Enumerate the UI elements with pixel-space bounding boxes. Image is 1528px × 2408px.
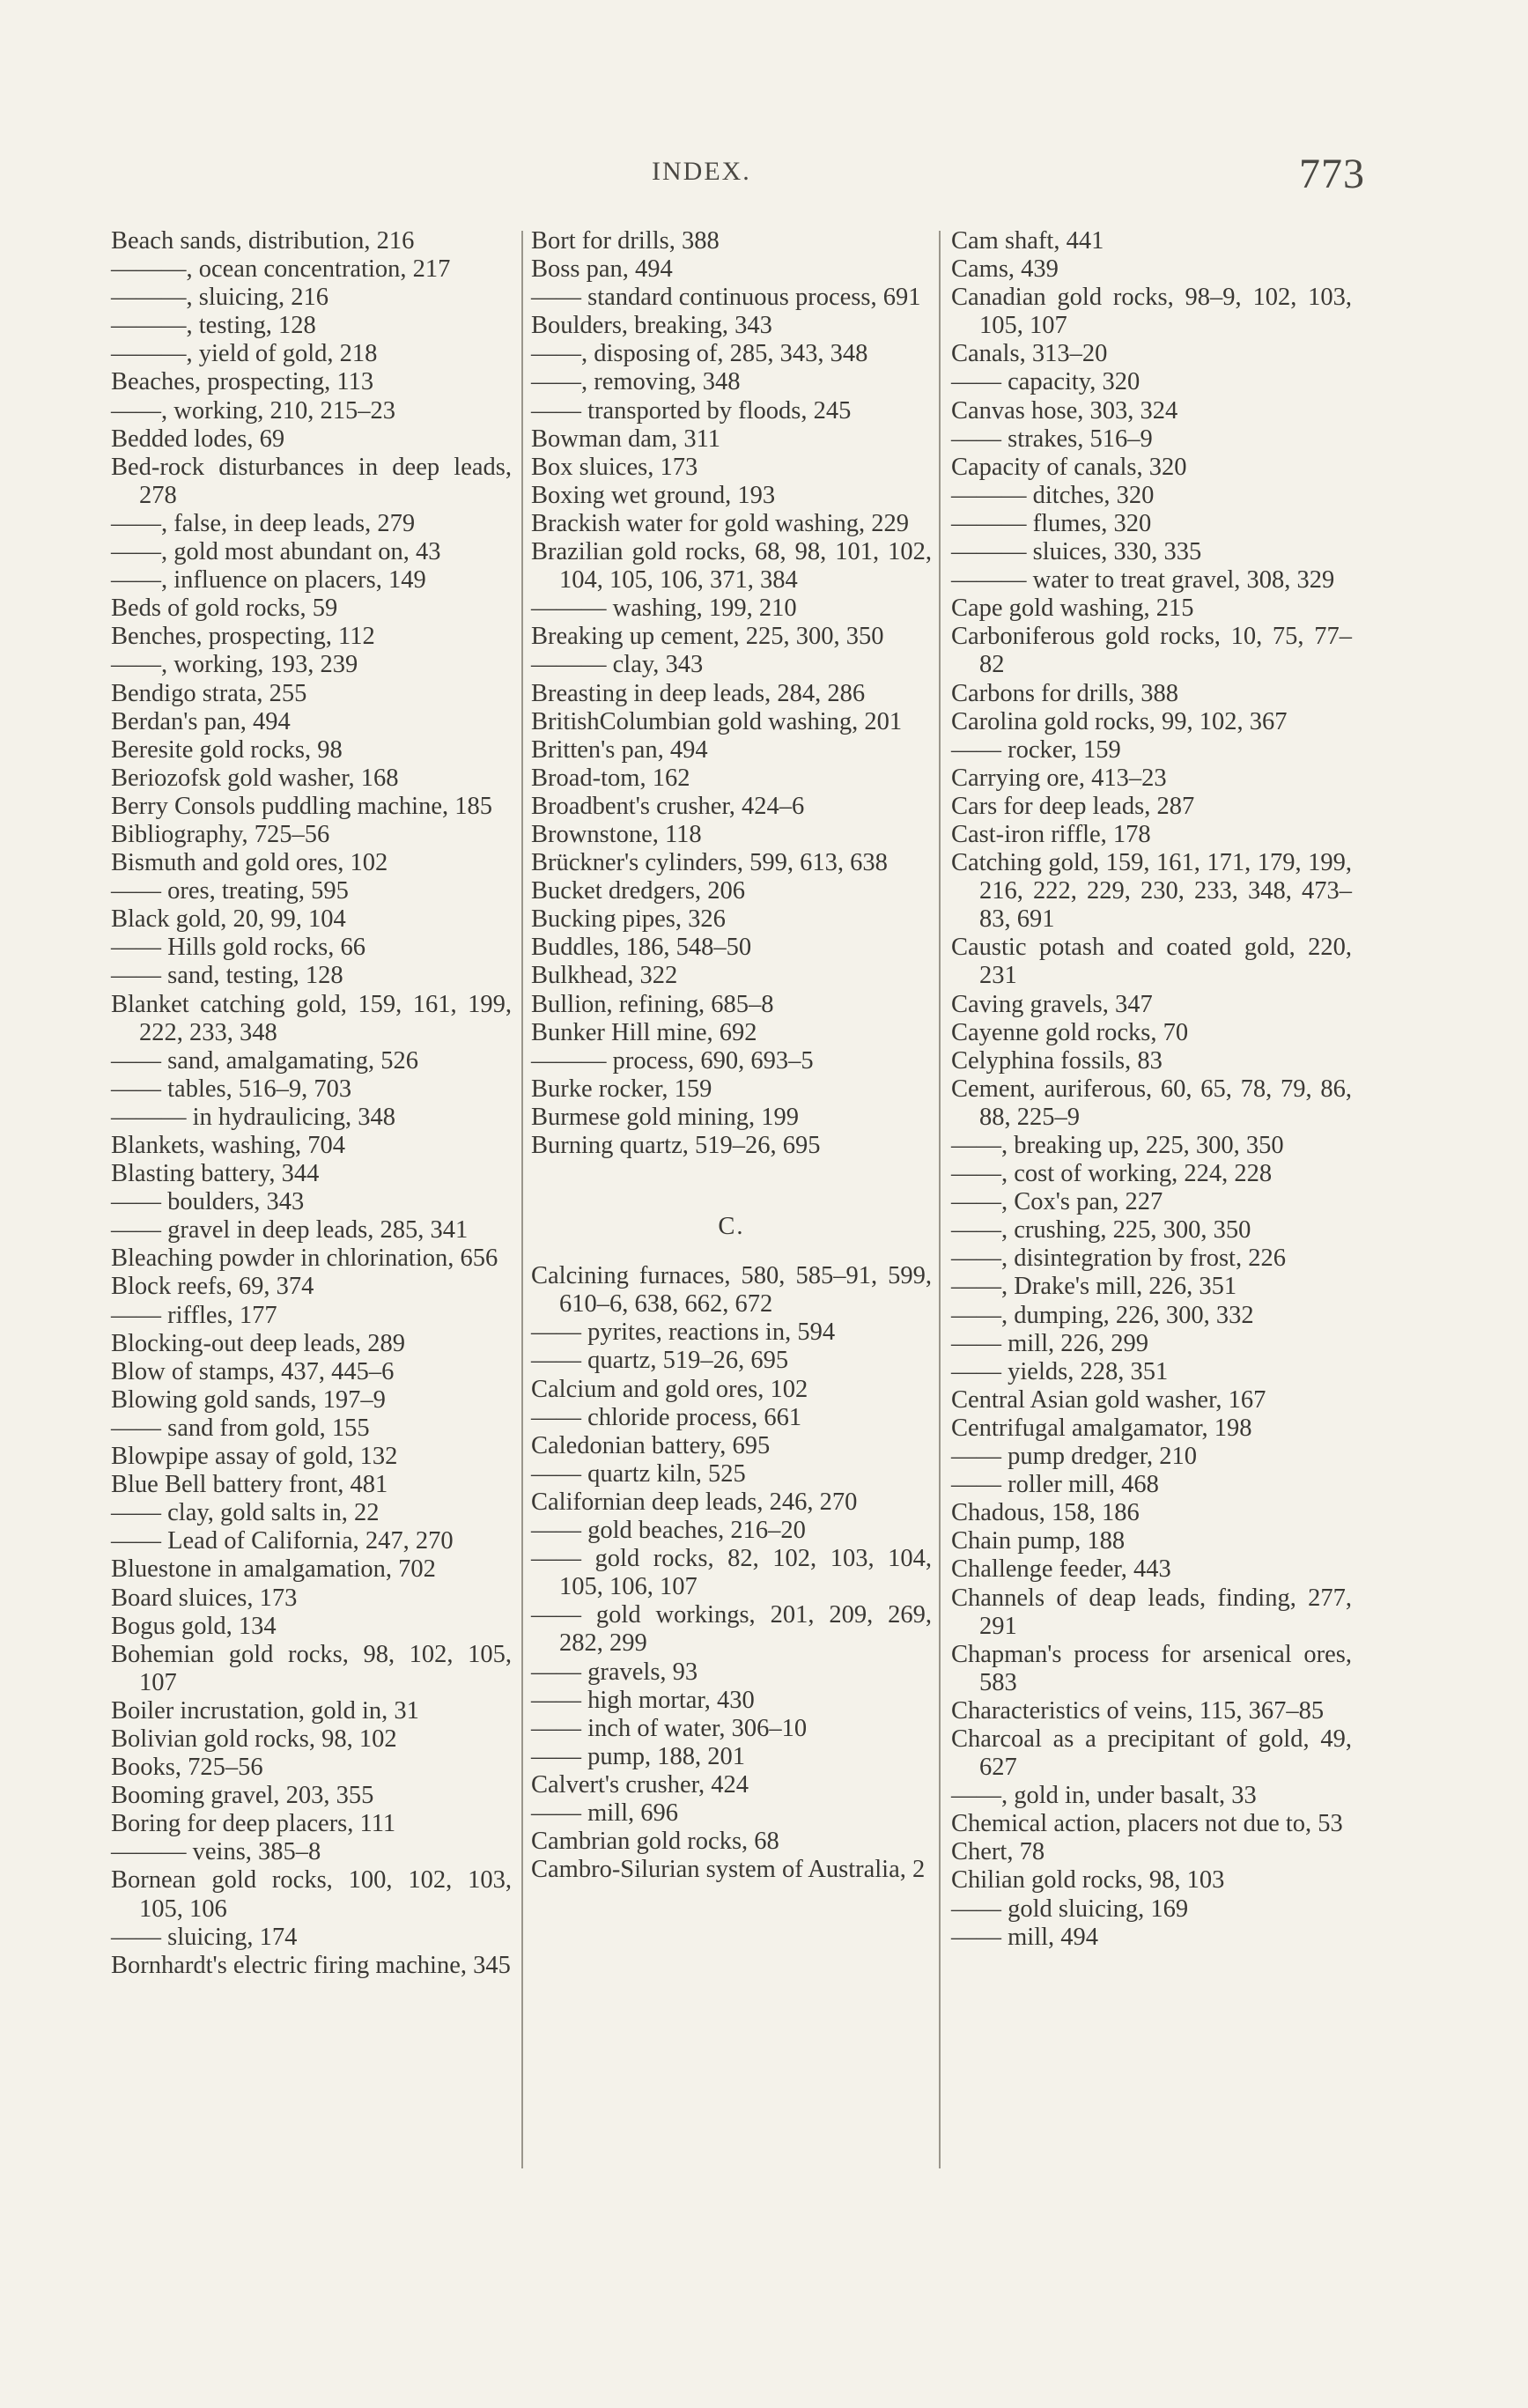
index-entry: Beresite gold rocks, 98 bbox=[111, 735, 343, 764]
index-entry: Boulders, breaking, 343 bbox=[531, 312, 772, 340]
index-entry: —— rocker, 159 bbox=[951, 735, 1121, 764]
index-entry: Bleaching powder in chlorination, 656 bbox=[111, 1245, 498, 1273]
index-entry: Beaches, prospecting, 113 bbox=[111, 368, 374, 396]
index-entry: Blowing gold sands, 197–9 bbox=[111, 1385, 386, 1414]
index-entry: Bolivian gold rocks, 98, 102 bbox=[111, 1725, 397, 1753]
column-rule bbox=[939, 231, 941, 2168]
index-entry: Chain pump, 188 bbox=[951, 1527, 1126, 1555]
index-entry: Block reefs, 69, 374 bbox=[111, 1273, 314, 1301]
index-entry: ———, sluicing, 216 bbox=[111, 284, 328, 312]
index-entry: Breasting in deep leads, 284, 286 bbox=[531, 679, 866, 707]
index-entry: BritishColumbian gold washing, 201 bbox=[531, 707, 903, 735]
index-entry: Carbons for drills, 388 bbox=[951, 679, 1179, 707]
index-entry: —— quartz kiln, 525 bbox=[531, 1459, 746, 1488]
index-entry: Beach sands, distribution, 216 bbox=[111, 227, 415, 255]
index-entry: Chilian gold rocks, 98, 103 bbox=[951, 1866, 1225, 1895]
index-entry: Carolina gold rocks, 99, 102, 367 bbox=[951, 707, 1288, 735]
index-entry: ——, disposing of, 285, 343, 348 bbox=[531, 340, 868, 368]
index-entry: —— Lead of California, 247, 270 bbox=[111, 1527, 454, 1555]
index-entry: Blue Bell battery front, 481 bbox=[111, 1471, 388, 1499]
index-entry: —— gold sluicing, 169 bbox=[951, 1895, 1189, 1923]
index-entry: Californian deep leads, 246, 270 bbox=[531, 1488, 858, 1516]
index-entry: Berdan's pan, 494 bbox=[111, 707, 291, 735]
index-entry: ——— ditches, 320 bbox=[951, 481, 1155, 509]
index-entry: —— pump dredger, 210 bbox=[951, 1443, 1198, 1471]
index-entry: Caustic potash and coated gold, 220, 231 bbox=[951, 934, 1352, 990]
index-entry: Berry Consols puddling machine, 185 bbox=[111, 792, 492, 820]
index-entry: ——— water to treat gravel, 308, 329 bbox=[951, 566, 1335, 595]
index-entry: Chert, 78 bbox=[951, 1838, 1045, 1866]
index-entry: Brazilian gold rocks, 68, 98, 101, 102, 104, 105, 106, 371, 384 bbox=[531, 538, 932, 595]
index-entry: ——, dumping, 226, 300, 332 bbox=[951, 1301, 1254, 1329]
index-entry: Cambro-Silurian system of Australia, 2 bbox=[531, 1856, 926, 1884]
index-entry: Blocking-out deep leads, 289 bbox=[111, 1329, 406, 1357]
index-entry: —— mill, 494 bbox=[951, 1923, 1099, 1951]
index-entry: ——— flumes, 320 bbox=[951, 509, 1152, 537]
index-entry: Bornean gold rocks, 100, 102, 103, 105, 106 bbox=[111, 1866, 512, 1923]
index-entry: Caving gravels, 347 bbox=[951, 990, 1153, 1018]
index-entry: Cayenne gold rocks, 70 bbox=[951, 1018, 1189, 1046]
index-entry: —— chloride process, 661 bbox=[531, 1403, 802, 1431]
index-entry: Boxing wet ground, 193 bbox=[531, 481, 776, 509]
index-entry: Carrying ore, 413–23 bbox=[951, 764, 1167, 792]
index-entry: ——, false, in deep leads, 279 bbox=[111, 509, 416, 537]
index-entry: —— sand from gold, 155 bbox=[111, 1414, 370, 1442]
index-entry: —— gravel in deep leads, 285, 341 bbox=[111, 1216, 469, 1245]
index-entry: Blowpipe assay of gold, 132 bbox=[111, 1443, 398, 1471]
index-entry: Bismuth and gold ores, 102 bbox=[111, 849, 388, 877]
index-entry: Breaking up cement, 225, 300, 350 bbox=[531, 623, 884, 651]
index-entry: Carboniferous gold rocks, 10, 75, 77–82 bbox=[951, 623, 1352, 679]
index-entry: Calcium and gold ores, 102 bbox=[531, 1375, 808, 1403]
index-entry: —— roller mill, 468 bbox=[951, 1471, 1159, 1499]
index-entry: Bunker Hill mine, 692 bbox=[531, 1018, 757, 1046]
index-entry: Calvert's crusher, 424 bbox=[531, 1770, 749, 1799]
index-entry: Bibliography, 725–56 bbox=[111, 820, 330, 848]
index-entry: Booming gravel, 203, 355 bbox=[111, 1782, 374, 1810]
index-column-2 bbox=[531, 227, 932, 1884]
index-entry: Blasting battery, 344 bbox=[111, 1160, 320, 1188]
index-entry: ——— washing, 199, 210 bbox=[531, 595, 797, 623]
index-entry: Boiler incrustation, gold in, 31 bbox=[111, 1696, 419, 1725]
index-entry: —— tables, 516–9, 703 bbox=[111, 1075, 352, 1103]
spacer bbox=[531, 1160, 932, 1188]
index-entry: Brownstone, 118 bbox=[531, 820, 702, 848]
index-entry: Chemical action, placers not due to, 53 bbox=[951, 1810, 1343, 1838]
index-entry: Broad-tom, 162 bbox=[531, 764, 690, 792]
page-number: 773 bbox=[1299, 151, 1365, 197]
index-entry: Bedded lodes, 69 bbox=[111, 425, 285, 453]
index-entry: —— sluicing, 174 bbox=[111, 1923, 298, 1951]
index-entry: Britten's pan, 494 bbox=[531, 735, 708, 764]
index-entry: ——, working, 210, 215–23 bbox=[111, 396, 395, 425]
index-entry: —— quartz, 519–26, 695 bbox=[531, 1347, 789, 1375]
index-entry: Brackish water for gold washing, 229 bbox=[531, 509, 909, 537]
index-entry: —— yields, 228, 351 bbox=[951, 1357, 1169, 1385]
index-entry: Broadbent's crusher, 424–6 bbox=[531, 792, 805, 820]
index-column-1 bbox=[111, 227, 512, 1980]
index-entry: Benches, prospecting, 112 bbox=[111, 623, 375, 651]
index-entry: —— ores, treating, 595 bbox=[111, 877, 349, 905]
index-entry: —— standard continuous process, 691 bbox=[531, 284, 921, 312]
index-entry: Bucket dredgers, 206 bbox=[531, 877, 745, 905]
index-entry: Blanket catching gold, 159, 161, 199, 222, 233, 348 bbox=[111, 990, 512, 1046]
index-entry: Chadous, 158, 186 bbox=[951, 1499, 1140, 1527]
index-entry: Beriozofsk gold washer, 168 bbox=[111, 764, 399, 792]
index-entry: —— mill, 226, 299 bbox=[951, 1329, 1149, 1357]
index-entry: ——— veins, 385–8 bbox=[111, 1838, 321, 1866]
index-entry: Cams, 439 bbox=[951, 255, 1059, 284]
index-entry: Bogus gold, 134 bbox=[111, 1612, 277, 1640]
index-entry: Catching gold, 159, 161, 171, 179, 199, 216, 222, 229, 230, 233, 348, 473–83, 691 bbox=[951, 849, 1352, 934]
index-entry: Bucking pipes, 326 bbox=[531, 905, 726, 934]
index-entry: Bulkhead, 322 bbox=[531, 962, 678, 990]
index-entry: ——, influence on placers, 149 bbox=[111, 566, 426, 595]
page-header bbox=[106, 151, 1365, 218]
index-entry: —— Hills gold rocks, 66 bbox=[111, 934, 365, 962]
index-entry: Beds of gold rocks, 59 bbox=[111, 595, 338, 623]
index-entry: Canvas hose, 303, 324 bbox=[951, 396, 1178, 425]
index-entry: Books, 725–56 bbox=[111, 1754, 263, 1782]
index-entry: —— clay, gold salts in, 22 bbox=[111, 1499, 380, 1527]
index-entry: Centrifugal amalgamator, 198 bbox=[951, 1414, 1252, 1442]
index-entry: Burning quartz, 519–26, 695 bbox=[531, 1132, 821, 1159]
index-entry: —— strakes, 516–9 bbox=[951, 425, 1153, 453]
column-rule bbox=[521, 231, 523, 2168]
index-entry: Cape gold washing, 215 bbox=[951, 595, 1194, 623]
index-entry: Cambrian gold rocks, 68 bbox=[531, 1828, 779, 1856]
index-entry: Cast-iron riffle, 178 bbox=[951, 820, 1151, 848]
index-entry: ——, crushing, 225, 300, 350 bbox=[951, 1216, 1251, 1245]
index-entry: Challenge feeder, 443 bbox=[951, 1555, 1171, 1584]
index-entry: ———, yield of gold, 218 bbox=[111, 340, 378, 368]
index-entry: ——— sluices, 330, 335 bbox=[951, 538, 1202, 566]
index-entry: —— capacity, 320 bbox=[951, 368, 1140, 396]
index-entry: ——, Cox's pan, 227 bbox=[951, 1188, 1163, 1216]
index-entry: Bornhardt's electric firing machine, 345 bbox=[111, 1951, 511, 1979]
index-entry: Bendigo strata, 255 bbox=[111, 679, 307, 707]
index-entry: ——, disintegration by frost, 226 bbox=[951, 1245, 1286, 1273]
index-entry: —— gold beaches, 216–20 bbox=[531, 1517, 806, 1545]
index-entry: ——, Drake's mill, 226, 351 bbox=[951, 1273, 1237, 1301]
index-entry: —— riffles, 177 bbox=[111, 1301, 277, 1329]
index-entry: Bohemian gold rocks, 98, 102, 105, 107 bbox=[111, 1640, 512, 1696]
index-entry: Cam shaft, 441 bbox=[951, 227, 1104, 255]
index-entry: Chapman's process for arsenical ores, 583 bbox=[951, 1640, 1352, 1696]
index-entry: Canals, 313–20 bbox=[951, 340, 1108, 368]
index-entry: Brückner's cylinders, 599, 613, 638 bbox=[531, 849, 888, 877]
index-entry: Capacity of canals, 320 bbox=[951, 453, 1187, 481]
index-entry: —— gold workings, 201, 209, 269, 282, 299 bbox=[531, 1601, 932, 1658]
index-entry: —— high mortar, 430 bbox=[531, 1686, 755, 1714]
index-entry: Bed-rock disturbances in deep leads, 278 bbox=[111, 453, 512, 509]
section-letter-heading: C. bbox=[718, 1213, 745, 1241]
index-entry: Bort for drills, 388 bbox=[531, 227, 720, 255]
index-entry: Caledonian battery, 695 bbox=[531, 1431, 771, 1459]
index-entry: Blankets, washing, 704 bbox=[111, 1132, 345, 1159]
index-entry: Boring for deep placers, 111 bbox=[111, 1810, 396, 1838]
index-entry: Calcining furnaces, 580, 585–91, 599, 610–6, 638, 662, 672 bbox=[531, 1262, 932, 1318]
index-entry: Burmese gold mining, 199 bbox=[531, 1103, 799, 1131]
index-entry: Channels of deap leads, finding, 277, 291 bbox=[951, 1584, 1352, 1640]
index-entry: —— inch of water, 306–10 bbox=[531, 1714, 808, 1742]
index-entry: ——, working, 193, 239 bbox=[111, 651, 358, 679]
index-entry: ——, breaking up, 225, 300, 350 bbox=[951, 1132, 1284, 1159]
index-entry: ———, ocean concentration, 217 bbox=[111, 255, 451, 284]
index-entry: Celyphina fossils, 83 bbox=[951, 1046, 1163, 1075]
index-entry: Buddles, 186, 548–50 bbox=[531, 934, 752, 962]
index-entry: —— sand, testing, 128 bbox=[111, 962, 343, 990]
index-entry: Box sluices, 173 bbox=[531, 453, 698, 481]
index-entry: Black gold, 20, 99, 104 bbox=[111, 905, 346, 934]
index-entry: Central Asian gold washer, 167 bbox=[951, 1385, 1266, 1414]
index-entry: Boss pan, 494 bbox=[531, 255, 673, 284]
index-entry: —— gravels, 93 bbox=[531, 1658, 698, 1686]
index-entry: Cement, auriferous, 60, 65, 78, 79, 86, 88, 225–9 bbox=[951, 1075, 1352, 1131]
index-entry: Bowman dam, 311 bbox=[531, 425, 721, 453]
index-entry: —— mill, 696 bbox=[531, 1799, 679, 1827]
index-entry: ——, gold most abundant on, 43 bbox=[111, 538, 441, 566]
index-entry: ——, cost of working, 224, 228 bbox=[951, 1160, 1273, 1188]
index-entry: Bullion, refining, 685–8 bbox=[531, 990, 774, 1018]
index-entry: Burke rocker, 159 bbox=[531, 1075, 712, 1103]
index-entry: —— pump, 188, 201 bbox=[531, 1742, 746, 1770]
index-entry: Cars for deep leads, 287 bbox=[951, 792, 1195, 820]
index-entry: —— transported by floods, 245 bbox=[531, 396, 852, 425]
index-entry: Bluestone in amalgamation, 702 bbox=[111, 1555, 436, 1584]
index-entry: ——— clay, 343 bbox=[531, 651, 704, 679]
index-entry: —— pyrites, reactions in, 594 bbox=[531, 1318, 836, 1347]
index-entry: —— boulders, 343 bbox=[111, 1188, 305, 1216]
index-entry: Canadian gold rocks, 98–9, 102, 103, 105, 107 bbox=[951, 284, 1352, 340]
index-column-3 bbox=[951, 227, 1352, 1952]
index-entry: Board sluices, 173 bbox=[111, 1584, 298, 1612]
index-entry: —— sand, amalgamating, 526 bbox=[111, 1046, 419, 1075]
index-entry: ——, gold in, under basalt, 33 bbox=[951, 1782, 1257, 1810]
running-head: INDEX. bbox=[652, 157, 751, 186]
index-entry: —— gold rocks, 82, 102, 103, 104, 105, 106, 107 bbox=[531, 1545, 932, 1601]
index-entry: Blow of stamps, 437, 445–6 bbox=[111, 1357, 395, 1385]
index-entry: ——— process, 690, 693–5 bbox=[531, 1046, 814, 1075]
index-entry: ———, testing, 128 bbox=[111, 312, 316, 340]
index-entry: Charcoal as a precipitant of gold, 49, 627 bbox=[951, 1725, 1352, 1782]
index-entry: Characteristics of veins, 115, 367–85 bbox=[951, 1696, 1325, 1725]
index-entry: ——— in hydraulicing, 348 bbox=[111, 1103, 395, 1131]
index-entry: ——, removing, 348 bbox=[531, 368, 741, 396]
